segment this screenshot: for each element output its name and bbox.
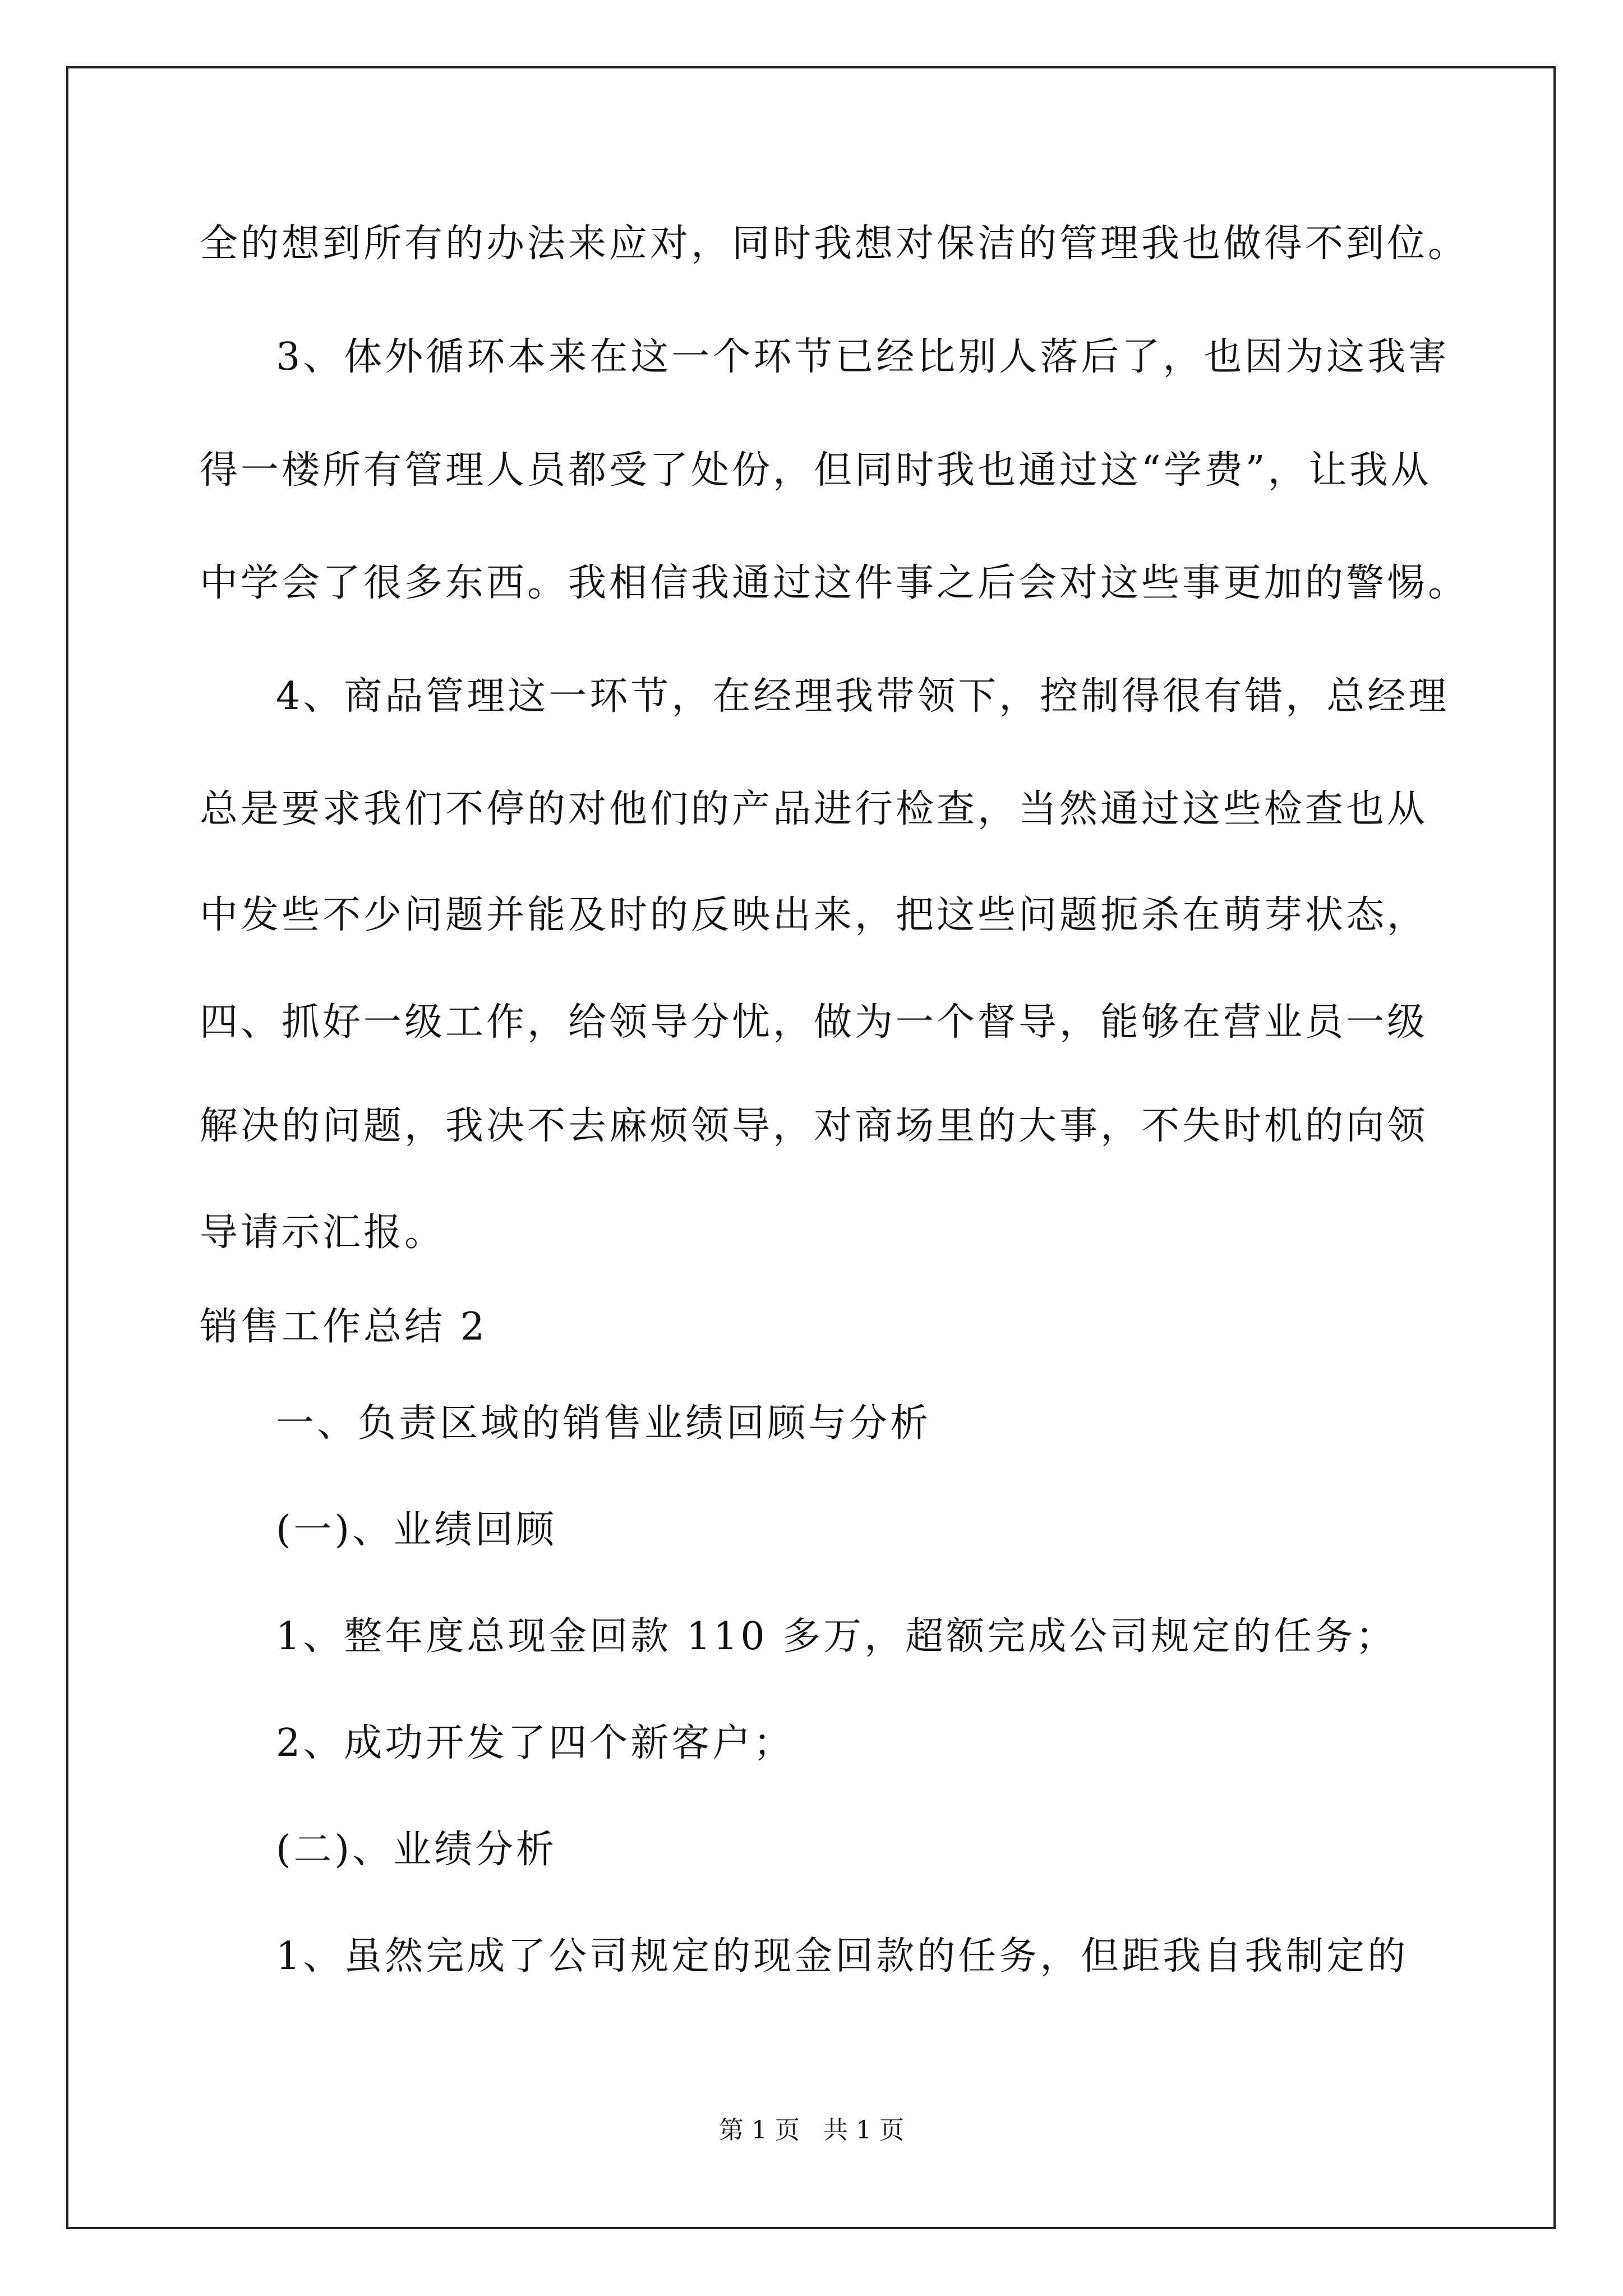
- text-line: 得一楼所有管理人员都受了处份，但同时我也通过这“学费”，让我从: [200, 448, 1432, 493]
- text-line: 1、虽然完成了公司规定的现金回款的任务，但距我自我制定的: [276, 1934, 1409, 1978]
- text-line: 四、抓好一级工作，给领导分忧，做为一个督导，能够在营业员一级: [200, 1000, 1428, 1045]
- text-line: 中发些不少问题并能及时的反映出来，把这些问题扼杀在萌芽状态，: [200, 893, 1428, 937]
- text-line: 导请示汇报。: [200, 1211, 446, 1255]
- text-line: 中学会了很多东西。我相信我通过这件事之后会对这些事更加的警惕。: [200, 561, 1469, 605]
- text-line: 一、负责区域的销售业绩回顾与分析: [276, 1401, 932, 1446]
- text-line: (一)、业绩回顾: [276, 1508, 557, 1552]
- text-line: 全的想到所有的办法来应对，同时我想对保洁的管理我也做得不到位。: [200, 222, 1469, 266]
- text-line: 2、成功开发了四个新客户；: [276, 1721, 795, 1765]
- page-footer: 第 1 页 共 1 页: [719, 2116, 904, 2145]
- section-heading: 销售工作总结 2: [200, 1305, 487, 1349]
- text-line: (二)、业绩分析: [276, 1828, 557, 1872]
- text-line: 4、商品管理这一环节，在经理我带领下，控制得很有错，总经理: [276, 674, 1450, 719]
- text-line: 解决的问题，我决不去麻烦领导，对商场里的大事，不失时机的向领: [200, 1104, 1428, 1148]
- text-line: 总是要求我们不停的对他们的产品进行检查，当然通过这些检查也从: [200, 787, 1428, 831]
- text-line: 1、整年度总现金回款 110 多万，超额完成公司规定的任务；: [276, 1614, 1397, 1659]
- text-line: 3、体外循环本来在这一个环节已经比别人落后了，也因为这我害: [276, 335, 1450, 379]
